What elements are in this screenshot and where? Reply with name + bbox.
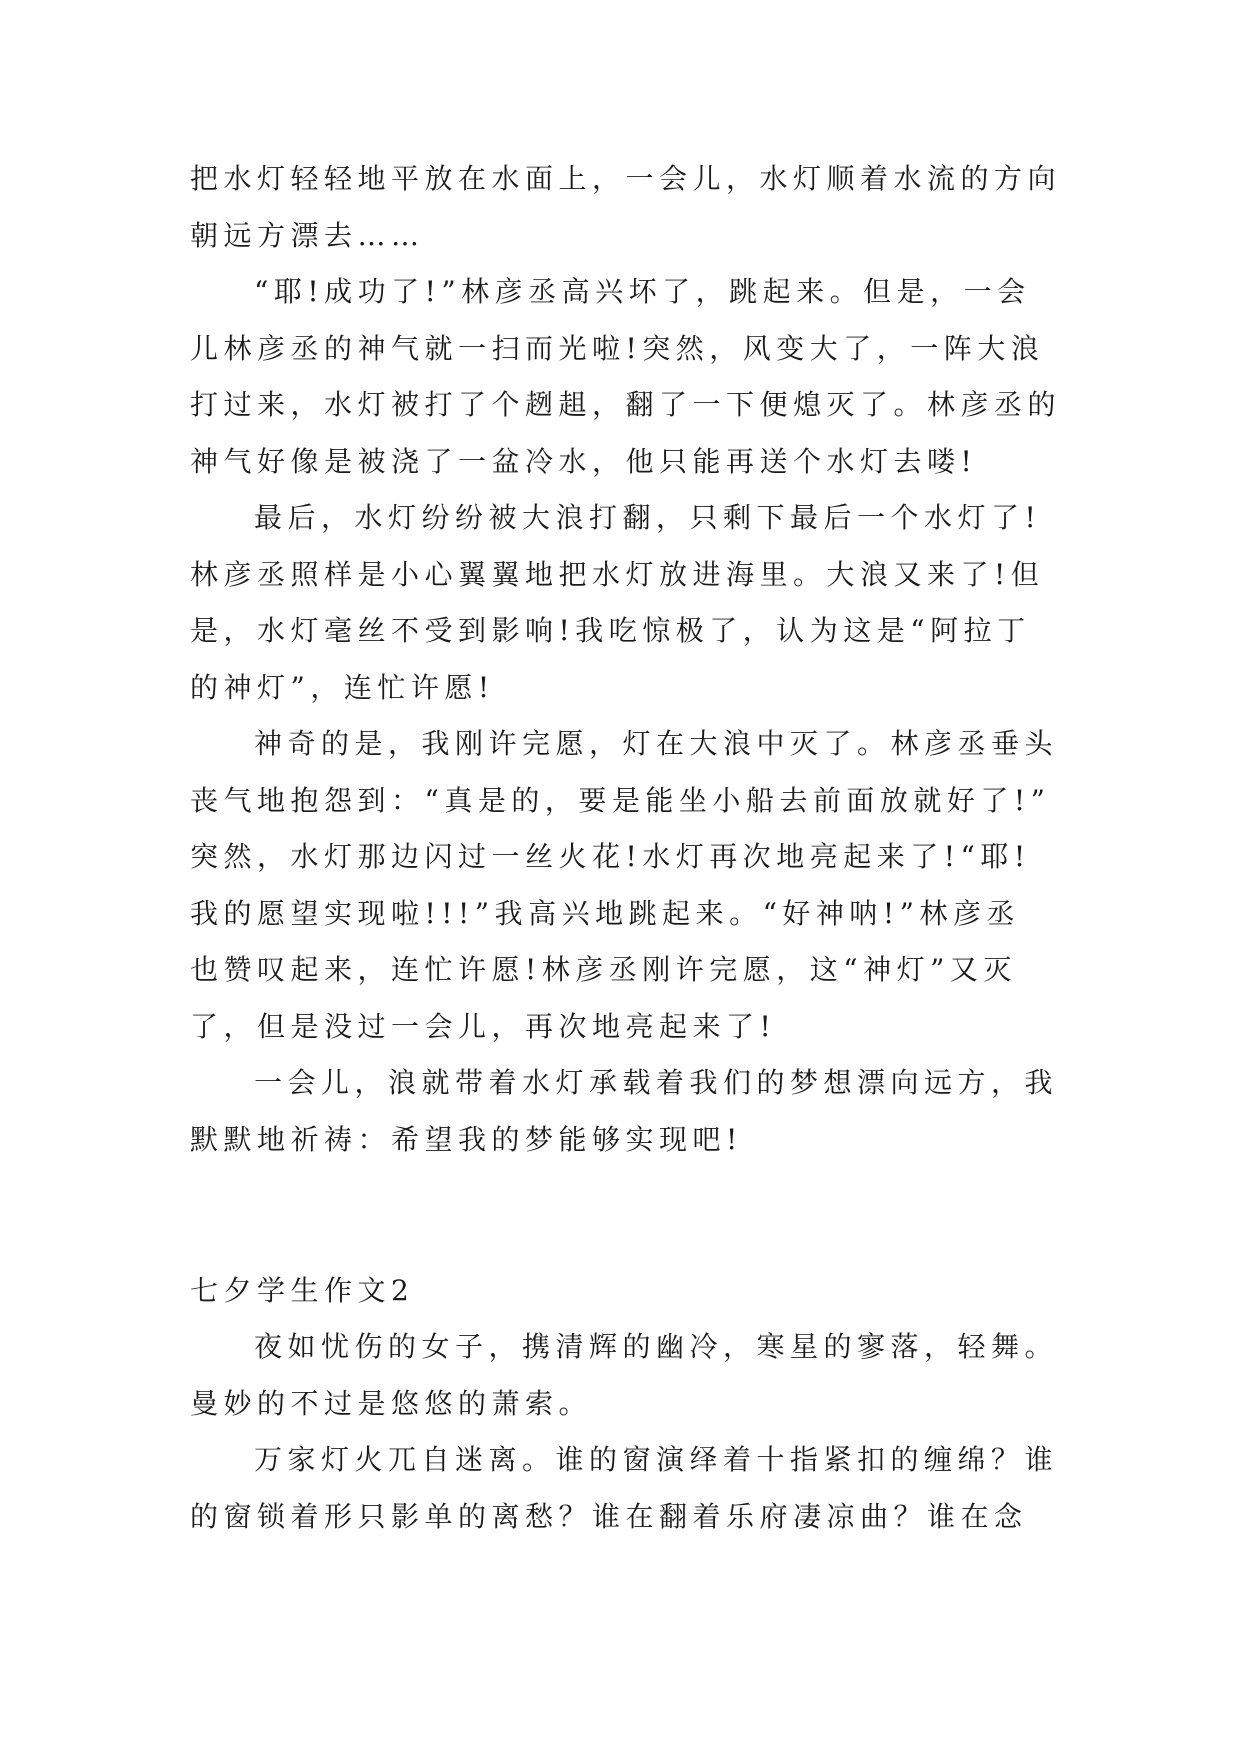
text-line: 夜如忧伤的女子，携清辉的幽冷，寒星的寥落，轻舞。: [254, 1330, 1059, 1363]
text-line: 林彦丞照样是小心翼翼地把水灯放进海里。大浪又来了!但: [190, 557, 1045, 591]
section-heading-block: [190, 1263, 1060, 1320]
text-line: 儿林彦丞的神气就一扫而光啦!突然，风变大了，一阵大浪: [190, 331, 1045, 365]
text-line: 把水灯轻轻地平放在水面上，一会儿，水灯顺着水流的方向: [190, 162, 1062, 195]
text-line: 朝远方漂去……: [190, 218, 425, 252]
text-line: 一会儿，浪就带着水灯承载着我们的梦想漂向远方，我: [254, 1066, 1059, 1099]
essay-body-part-one: [190, 151, 1060, 1168]
text-line: 曼妙的不过是悠悠的萧索。: [190, 1386, 593, 1420]
text-line: 也赞叹起来，连忙许愿!林彦丞刚许完愿，这“神灯”又灭: [190, 953, 1017, 986]
essay-body-part-two: [190, 1319, 1060, 1545]
text-line: 丧气地抱怨到：“真是的，要是能坐小船去前面放就好了!”: [190, 783, 1051, 817]
text-line: 的窗锁着形只影单的离愁？谁在翻着乐府凄凉曲？谁在念: [190, 1499, 1028, 1533]
text-line: 突然，水灯那边闪过一丝火花!水灯再次地亮起来了!“耶!: [190, 840, 1031, 873]
text-line: 我的愿望实现啦!!!”我高兴地跳起来。“好神呐!”林彦丞: [190, 896, 1020, 930]
text-line: 万家灯火兀自迷离。谁的窗演绎着十指紧扣的缠绵？谁: [254, 1443, 1059, 1476]
text-line: 了，但是没过一会儿，再次地亮起来了!: [190, 1009, 777, 1043]
essay-heading: 七夕学生作文2: [190, 1274, 415, 1307]
text-line: “耶!成功了!”林彦丞高兴坏了，跳起来。但是，一会: [254, 275, 1031, 308]
text-line: 是，水灯毫丝不受到影响!我吃惊极了，认为这是“阿拉丁: [190, 614, 1031, 647]
text-line: 的神灯”，连忙许愿!: [190, 670, 495, 704]
text-line: 打过来，水灯被打了个趔趄，翻了一下便熄灭了。林彦丞的: [190, 388, 1062, 421]
text-line: 神奇的是，我刚许完愿，灯在大浪中灭了。林彦丞垂头: [254, 727, 1059, 760]
text-line: 最后，水灯纷纷被大浪打翻，只剩下最后一个水灯了!: [254, 501, 1042, 534]
text-line: 默默地祈祷：希望我的梦能够实现吧!: [190, 1122, 743, 1156]
text-line: 神气好像是被浇了一盆冷水，他只能再送个水灯去喽!: [190, 444, 978, 478]
